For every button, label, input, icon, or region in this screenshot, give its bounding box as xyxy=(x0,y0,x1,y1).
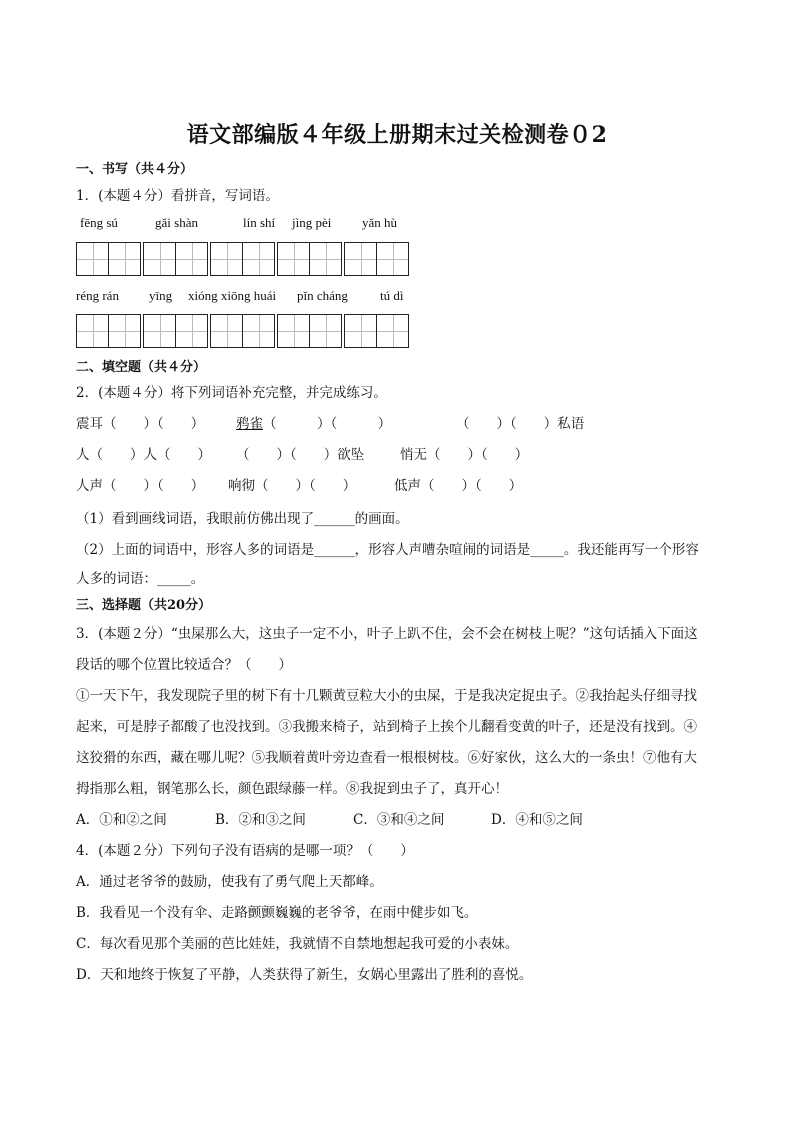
section-fill-heading: 二、填空题（共４分） xyxy=(76,360,207,375)
pinyin-label: tú dì xyxy=(380,288,404,303)
writing-cell[interactable] xyxy=(344,314,377,348)
writing-cell[interactable] xyxy=(242,242,275,276)
pinyin-label: fēng sú xyxy=(80,215,118,230)
option-c[interactable]: C．③和④之间 xyxy=(353,812,445,828)
option-d[interactable]: D．天和地终于恢复了平静，人类获得了新生，女娲心里露出了胜利的喜悦。 xyxy=(76,967,533,983)
fill-item: 人（ ）人（ ） xyxy=(76,447,211,463)
fill-item: （ ）（ ）欲坠 xyxy=(236,447,365,463)
passage-line: 拇指那么粗，钢笔那么长，颜色跟绿藤一样。⑧我捉到虫子了，真开心！ xyxy=(76,781,508,797)
question-2-part-2-cont: 人多的词语：_____。 xyxy=(76,571,205,587)
question-1: 1．(本题４分）看拼音，写词语。 xyxy=(76,188,279,204)
fill-item: 震耳（ ）（ ） xyxy=(76,416,205,432)
passage-line: ①一天下午，我发现院子里的树下有十几颗黄豆粒大小的虫屎，于是我决定捉虫子。②我抬起头仔细寻找 xyxy=(76,688,697,704)
writing-cell[interactable] xyxy=(108,242,141,276)
underlined-word: 鸦雀 xyxy=(236,416,263,432)
question-3-cont: 段话的哪个位置比较适合？（ ） xyxy=(76,657,292,673)
writing-cell[interactable] xyxy=(175,314,208,348)
question-2: 2．(本题４分）将下列词语补充完整，并完成练习。 xyxy=(76,385,387,401)
writing-cell[interactable] xyxy=(210,314,243,348)
option-b[interactable]: B．②和③之间 xyxy=(215,812,306,828)
section-choice-heading: 三、选择题（共20分） xyxy=(76,598,212,613)
writing-cell[interactable] xyxy=(210,242,243,276)
writing-cell[interactable] xyxy=(277,314,310,348)
question-4: 4．(本题２分）下列句子没有语病的是哪一项？（ ） xyxy=(76,843,414,859)
question-2-part-2: （2）上面的词语中，形容人多的词语是______，形容人声嘈杂喧闹的词语是_____。我还能再写一个形容 xyxy=(76,542,699,558)
pinyin-label: jìng pèi xyxy=(292,215,332,230)
page-title: 语文部编版４年级上册期末过关检测卷０2 xyxy=(186,122,608,148)
writing-cell[interactable] xyxy=(76,314,109,348)
option-b[interactable]: B．我看见一个没有伞、走路颤颤巍巍的老爷爷，在雨中健步如飞。 xyxy=(76,905,478,921)
pinyin-label: gǎi shàn xyxy=(155,215,198,230)
section-writing-heading: 一、书写（共４分） xyxy=(76,162,194,177)
writing-cell[interactable] xyxy=(242,314,275,348)
writing-cell[interactable] xyxy=(376,242,409,276)
writing-cell[interactable] xyxy=(108,314,141,348)
passage-line: 起来，可是脖子都酸了也没找到。③我搬来椅子，站到椅子上挨个儿翻看变黄的叶子，还是没有找到。④ xyxy=(76,719,697,735)
writing-cell[interactable] xyxy=(344,242,377,276)
fill-item: 鸦雀（ ）（ ） xyxy=(236,416,392,432)
fill-item: 悄无（ ）（ ） xyxy=(400,447,529,463)
writing-cell[interactable] xyxy=(309,314,342,348)
writing-grid-row-2 xyxy=(76,314,409,348)
writing-cell[interactable] xyxy=(376,314,409,348)
option-d[interactable]: D．④和⑤之间 xyxy=(491,812,583,828)
question-3: 3．(本题２分）“虫屎那么大，这虫子一定不小，叶子上趴不住，会不会在树枝上呢？”这句话插入下面这 xyxy=(76,626,698,642)
pinyin-label: yǎn hù xyxy=(362,215,398,230)
pinyin-label: xióng xiōng huái xyxy=(188,288,277,303)
fill-item: （ ）（ ）私语 xyxy=(456,416,585,432)
writing-cell[interactable] xyxy=(143,242,176,276)
pinyin-label: réng rán xyxy=(76,288,119,303)
fill-item: 低声（ ）（ ） xyxy=(394,478,523,494)
pinyin-label: lín shí xyxy=(243,215,276,230)
writing-cell[interactable] xyxy=(309,242,342,276)
passage-line: 这狡猾的东西，藏在哪儿呢？⑤我顺着黄叶旁边查看一根根树枝。⑥好家伙，这么大的一条虫！⑦他有大 xyxy=(76,750,697,766)
option-c[interactable]: C．每次看见那个美丽的芭比娃娃，我就情不自禁地想起我可爱的小表妹。 xyxy=(76,936,519,952)
writing-cell[interactable] xyxy=(76,242,109,276)
option-a[interactable]: A．通过老爷爷的鼓励，使我有了勇气爬上天都峰。 xyxy=(76,874,383,890)
writing-cell[interactable] xyxy=(277,242,310,276)
option-a[interactable]: A．①和②之间 xyxy=(76,812,167,828)
pinyin-label: yīng xyxy=(149,288,173,303)
pinyin-label: pǐn cháng xyxy=(297,288,348,303)
fill-item: 人声（ ）（ ） xyxy=(76,478,205,494)
writing-cell[interactable] xyxy=(143,314,176,348)
question-2-part-1: （1）看到画线词语，我眼前仿佛出现了______的画面。 xyxy=(76,511,409,527)
writing-cell[interactable] xyxy=(175,242,208,276)
fill-item: 响彻（ ）（ ） xyxy=(228,478,357,494)
writing-grid-row-1 xyxy=(76,242,409,276)
